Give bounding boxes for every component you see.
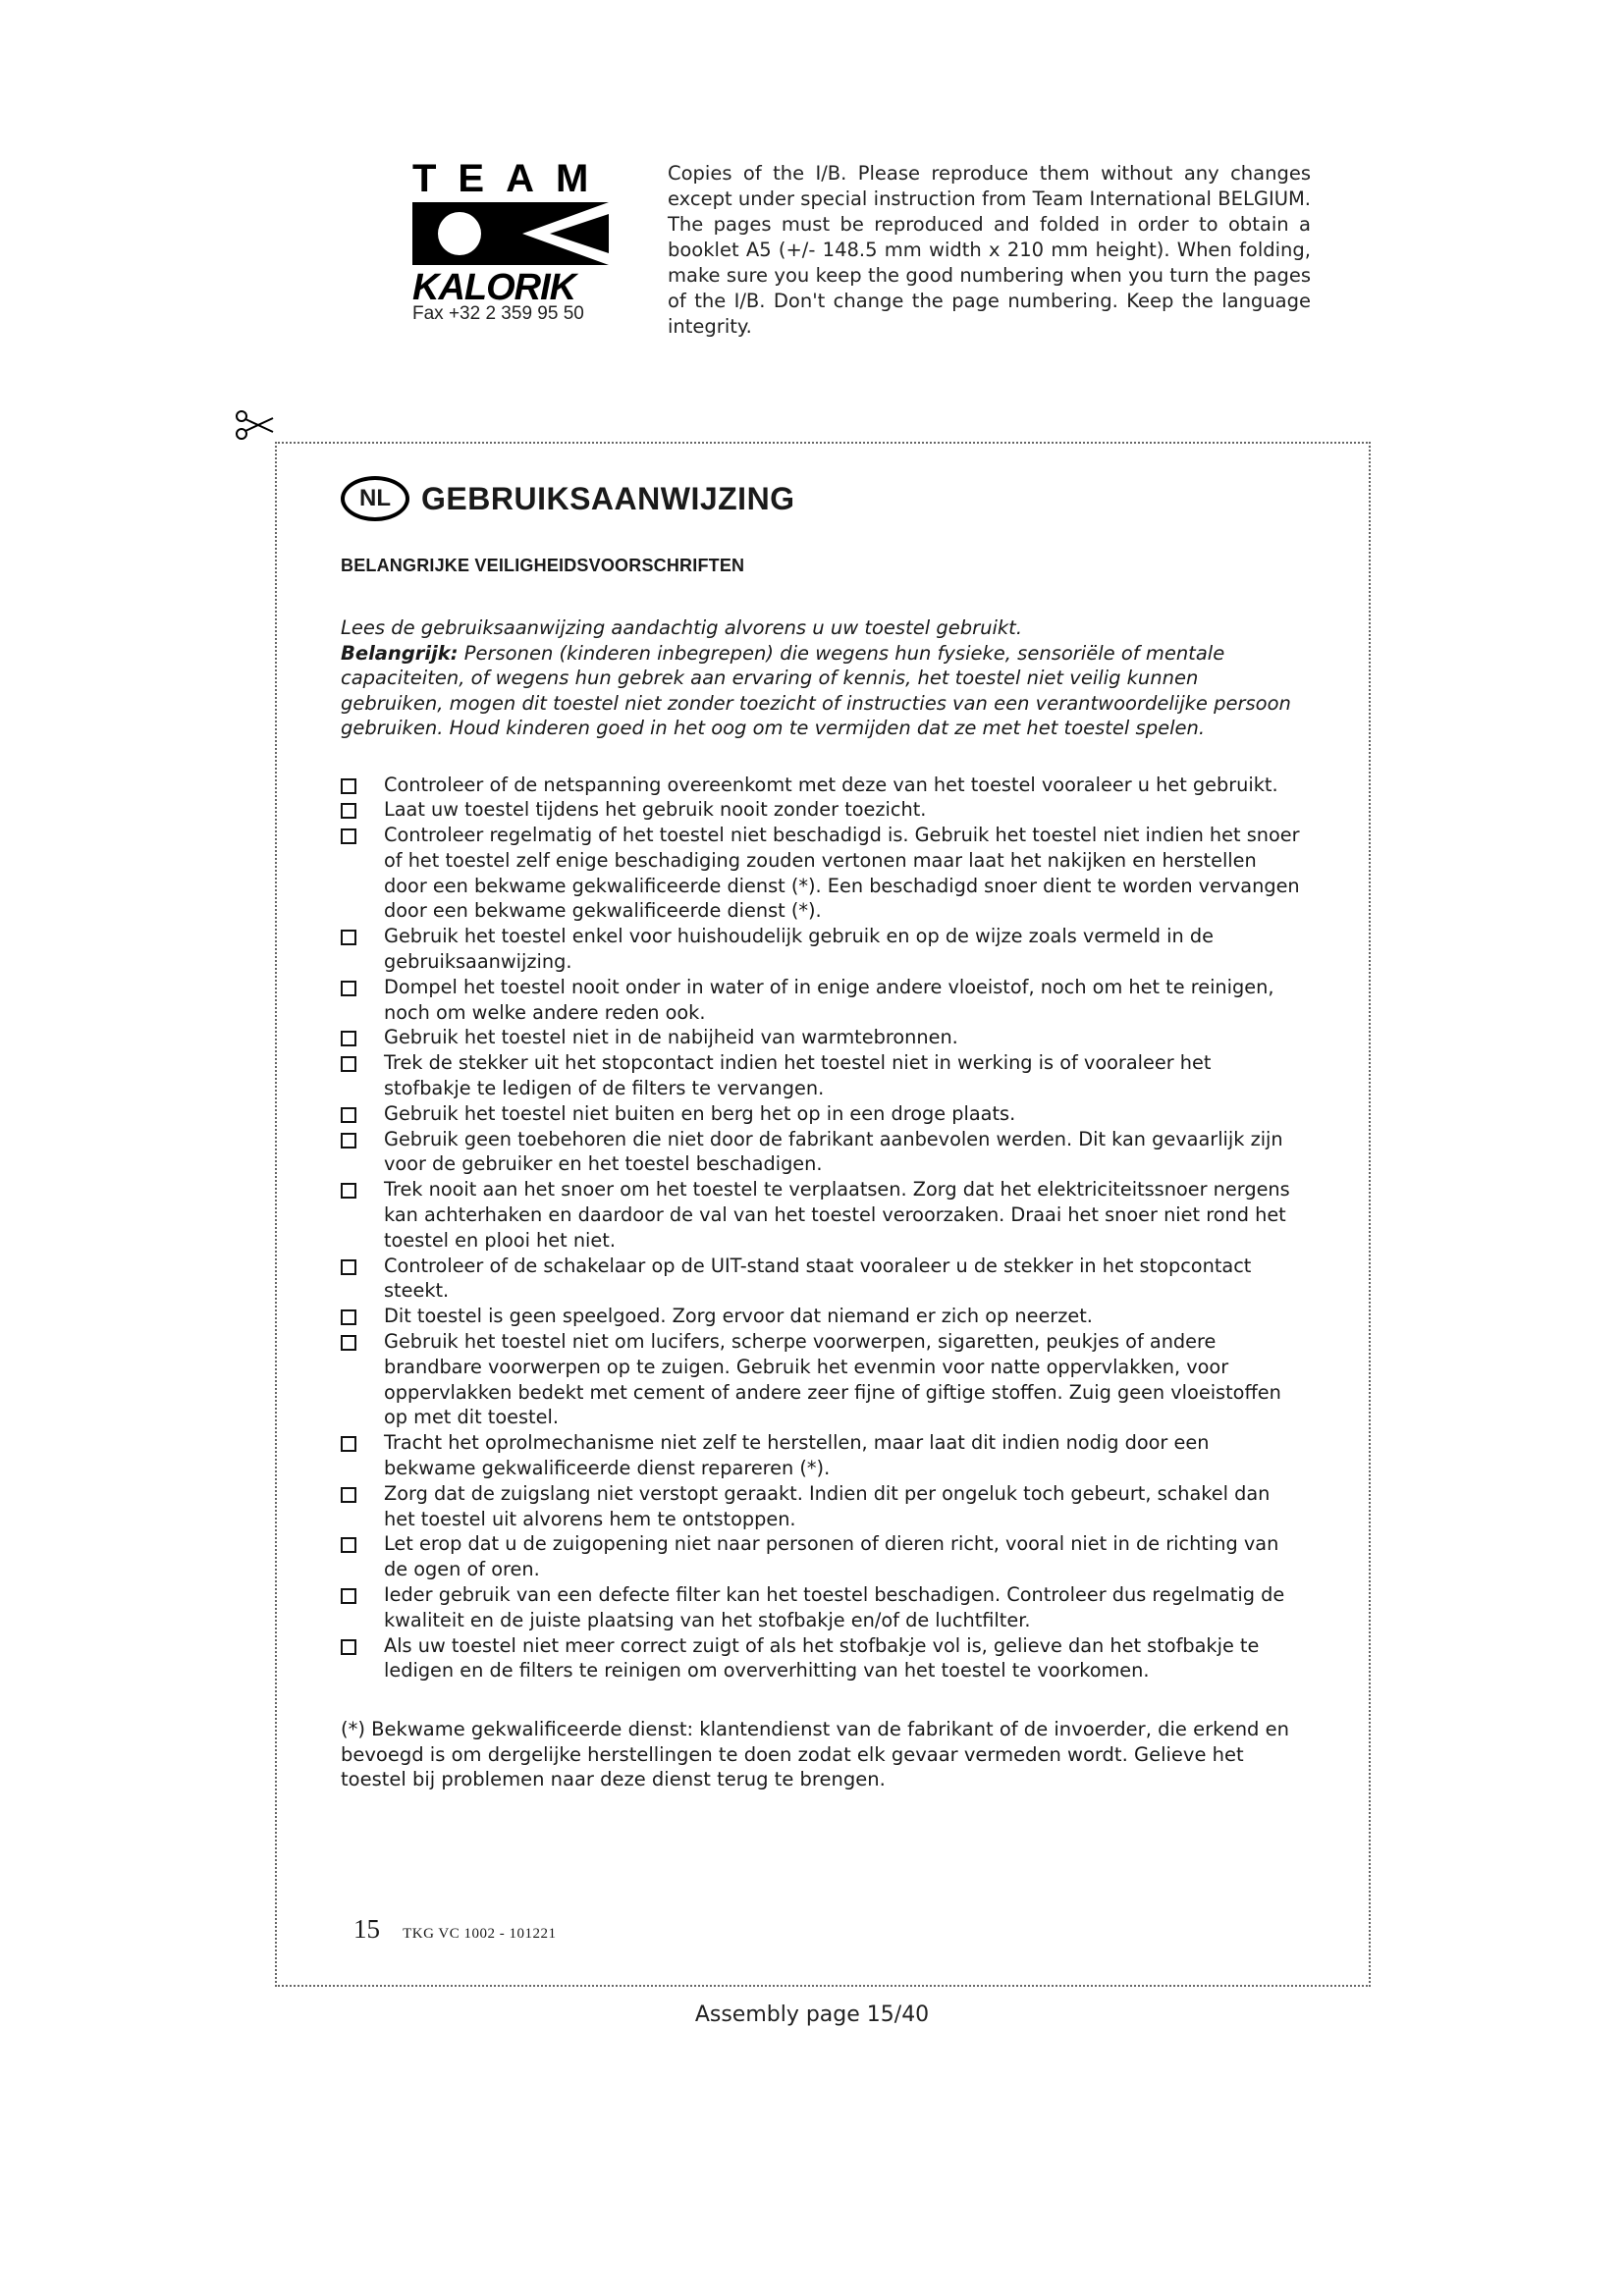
important-text: Personen (kinderen inbegrepen) die wegens hun fysieke, sensoriële of mentale capaciteiten, of wegens hun gebrek aan ervaring of kennis, het toestel niet veilig kunnen gebruiken, mogen dit toestel niet zonder toezicht of instructies van een verantwoordelijke persoon gebruiken. Houd kinderen goed in het oog om te vermijden dat ze met het toestel spelen. bbox=[341, 641, 1291, 739]
intro-text bbox=[341, 615, 1303, 741]
intro-important bbox=[341, 641, 1303, 741]
copies-instruction: Copies of the I/B. Please reproduce them without any changes except under special instruction from Team International BELGIUM. The pages must be reproduced and folded in order to obtain a booklet A5 (+/- 148.5 mm width x 210 mm height). When folding, make sure you keep the good numbering when you turn the pages of the I/B. Don't change the page numbering. Keep the language integrity. bbox=[668, 162, 1311, 338]
list-item: Laat uw toestel tijdens het gebruik nooit zonder toezicht. bbox=[341, 797, 1303, 823]
list-item: Trek de stekker uit het stopcontact indien het toestel niet in werking is of vooraleer het stofbakje te ledigen of de filters te vervangen. bbox=[341, 1050, 1303, 1101]
list-item: Controleer of de schakelaar op de UIT-stand staat vooraleer u de stekker in het stopcontact steekt. bbox=[341, 1254, 1303, 1305]
list-item: Let erop dat u de zuigopening niet naar personen of dieren richt, vooral niet in de richting van de ogen of oren. bbox=[341, 1531, 1303, 1582]
checkbox-icon bbox=[341, 1107, 356, 1123]
checkbox-icon bbox=[341, 1259, 356, 1275]
model-code: TKG VC 1002 - 101221 bbox=[403, 1926, 557, 1942]
checkbox-icon bbox=[341, 1639, 356, 1655]
section-subtitle: BELANGRIJKE VEILIGHEIDSVOORSCHRIFTEN bbox=[341, 556, 745, 575]
intro-line: Lees de gebruiksaanwijzing aandachtig alvorens u uw toestel gebruikt. bbox=[341, 616, 1023, 639]
important-label: Belangrijk: bbox=[341, 641, 459, 665]
list-item: Als uw toestel niet meer correct zuigt of als het stofbakje vol is, gelieve dan het stofbakje te ledigen en de filters te reinigen om oververhitting van het toestel te voorkomen. bbox=[341, 1633, 1303, 1684]
list-item: Gebruik het toestel niet buiten en berg het op in een droge plaats. bbox=[341, 1101, 1303, 1127]
list-item: Zorg dat de zuigslang niet verstopt geraakt. Indien dit per ongeluk toch gebeurt, schakel dan het toestel uit alvorens hem te ontstoppen. bbox=[341, 1481, 1303, 1532]
fax-number: Fax +32 2 359 95 50 bbox=[412, 303, 584, 324]
safety-list bbox=[341, 773, 1303, 1684]
list-item: Gebruik het toestel enkel voor huishoudelijk gebruik en op de wijze zoals vermeld in de gebruiksaanwijzing. bbox=[341, 924, 1303, 975]
list-item: Trek nooit aan het snoer om het toestel te verplaatsen. Zorg dat het elektriciteitssnoer nergens kan achterhaken en daardoor de val van het toestel veroorzaken. Draai het snoer niet rond het toestel en plooi het niet. bbox=[341, 1177, 1303, 1253]
kalorik-logo-mark-icon bbox=[412, 202, 609, 265]
list-item: Ieder gebruik van een defecte filter kan het toestel beschadigen. Controleer dus regelmatig de kwaliteit en de juiste plaatsing van het stofbakje en/of de luchtfilter. bbox=[341, 1582, 1303, 1633]
checkbox-icon bbox=[341, 1537, 356, 1553]
checkbox-icon bbox=[341, 828, 356, 844]
list-item: Controleer regelmatig of het toestel niet beschadigd is. Gebruik het toestel niet indien het snoer of het toestel zelf enige beschadiging zouden vertonen maar laat het nakijken en herstellen door een bekwame gekwalificeerde dienst (*). Een beschadigd snoer dient te worden vervangen door een bekwame gekwalificeerde dienst (*). bbox=[341, 823, 1303, 924]
checkbox-icon bbox=[341, 1183, 356, 1199]
list-item: Dit toestel is geen speelgoed. Zorg ervoor dat niemand er zich op neerzet. bbox=[341, 1304, 1303, 1329]
list-item: Gebruik geen toebehoren die niet door de fabrikant aanbevolen werden. Dit kan gevaarlijk zijn voor de gebruiker en het toestel beschadigen. bbox=[341, 1127, 1303, 1178]
list-item: Gebruik het toestel niet in de nabijheid van warmtebronnen. bbox=[341, 1025, 1303, 1050]
logo-team-text: TEAM bbox=[412, 157, 611, 200]
checkbox-icon bbox=[341, 778, 356, 794]
checkbox-icon bbox=[341, 1056, 356, 1072]
manual-content bbox=[341, 471, 1303, 1792]
list-item: Gebruik het toestel niet om lucifers, scherpe voorwerpen, sigaretten, peukjes of andere brandbare voorwerpen op te zuigen. Gebruik het evenmin voor natte oppervlakken, voor oppervlakken bedekt met cement of andere zeer fijne of giftige stoffen. Zuig geen vloeistoffen op met dit toestel. bbox=[341, 1329, 1303, 1430]
checkbox-icon bbox=[341, 1133, 356, 1148]
list-item: Dompel het toestel nooit onder in water of in enige andere vloeistof, noch om het te reinigen, noch om welke andere reden ook. bbox=[341, 975, 1303, 1026]
language-badge-nl: NL bbox=[341, 476, 409, 521]
checkbox-icon bbox=[341, 803, 356, 819]
checkbox-icon bbox=[341, 1335, 356, 1351]
checkbox-icon bbox=[341, 1588, 356, 1604]
list-item: Tracht het oprolmechanisme niet zelf te herstellen, maar laat dit indien nodig door een bekwame gekwalificeerde dienst repareren (*). bbox=[341, 1430, 1303, 1481]
logo-kalorik-text: KALORIK bbox=[412, 267, 576, 308]
title-row bbox=[341, 471, 1303, 526]
page-footer bbox=[353, 1914, 556, 1945]
checkbox-icon bbox=[341, 1309, 356, 1325]
checkbox-icon bbox=[341, 930, 356, 945]
page-number: 15 bbox=[353, 1914, 380, 1944]
footnote: (*) Bekwame gekwalificeerde dienst: klantendienst van de fabrikant of de invoerder, die erkend en bevoegd is om dergelijke herstellingen te doen zodat elk gevaar vermeden wordt. Gelieve het toestel bij problemen naar deze dienst terug te brengen. bbox=[341, 1718, 1289, 1791]
page-title: GEBRUIKSAANWIJZING bbox=[421, 480, 795, 516]
checkbox-icon bbox=[341, 1487, 356, 1503]
list-item: Controleer of de netspanning overeenkomt met deze van het toestel vooraleer u het gebruikt. bbox=[341, 773, 1303, 798]
scissors-icon bbox=[234, 408, 275, 442]
assembly-page-label: Assembly page 15/40 bbox=[694, 2002, 930, 2027]
checkbox-icon bbox=[341, 1031, 356, 1046]
checkbox-icon bbox=[341, 1436, 356, 1452]
checkbox-icon bbox=[341, 981, 356, 996]
